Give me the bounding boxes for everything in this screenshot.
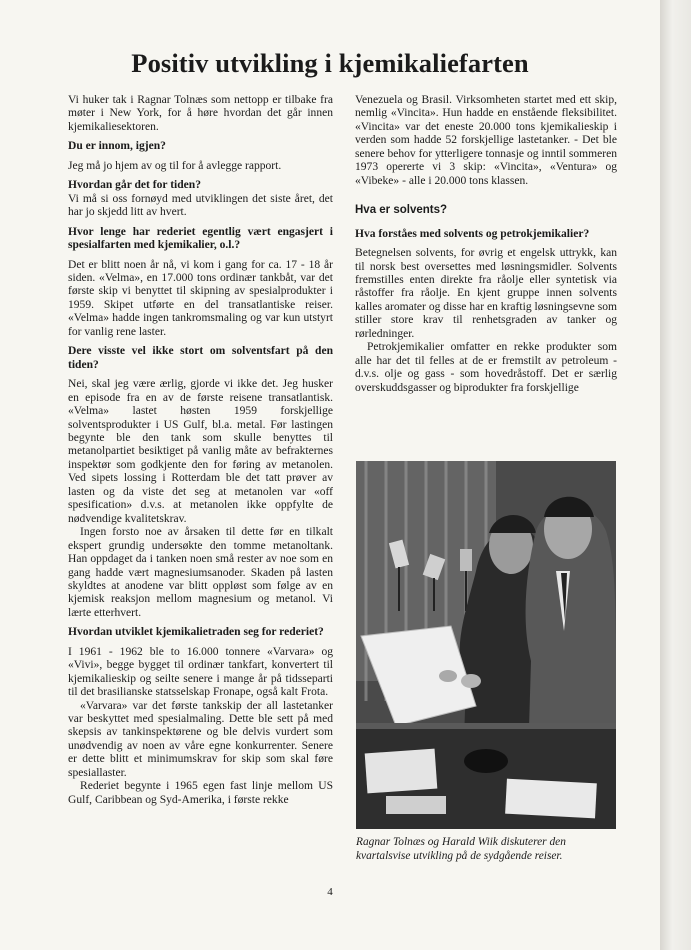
question-1: Du er innom, igjen? [68, 140, 166, 153]
question-4: Dere visste vel ikke stort om solventsfart på den tiden? [68, 345, 333, 371]
answer-5-continued: «Varvara» var det første tankskip der all lastetanker var beskyttet med spesialmaling. Dette ble sett på med skepsis av tankinspektørene og ble delvis vurdert som unødvendig av noen av våre egne konkurrenter. Senere er dette blitt et minimumskrav for skip som skal føre spesiallaster. [68, 699, 333, 779]
answer-5-continued-2: Rederiet begynte i 1965 egen fast linje mellom US Gulf, Caribbean og Syd-Amerika, i første rekke [68, 780, 333, 806]
question-3: Hvor lenge har rederiet egentlig vært engasjert i spesialfarten med kjemikalier, o.l.? [68, 225, 333, 252]
continuation-paragraph: Venezuela og Brasil. Virksomheten startet med ett skip, nemlig «Vincita». Hun hadde en enstående fleksibilitet. «Vincita» var det eneste 20.000 tons kjemikalieskip i verden som hadde 52 forskjellige lastetanker. - Det ble senere behov for ytterligere tonnasje og inntil sommeren 1973 opererte vi 3 skip: «Vincita», «Ventura» og «Vibeke» - alle i 20.000 tons klassen. [355, 94, 617, 187]
left-column [68, 94, 333, 807]
scan-edge [660, 0, 691, 950]
answer-6-continued: Petrokjemikalier omfatter en rekke produkter som alle har det til felles at de er fremstilt av petroleum - d.v.s. olje og gass - som hovedråstoff. Det er særlig overskuddsgasser og biprodukter fra forskjellige [355, 341, 617, 394]
photo-caption: Ragnar Tolnæs og Harald Wiik diskuterer den kvartalsvise utvikling på de sydgående reiser. [356, 836, 566, 862]
section-heading: Hva er solvents? [355, 204, 448, 217]
answer-1: Jeg må jo hjem av og til for å avlegge rapport. [68, 159, 282, 172]
answer-4: Nei, skal jeg være ærlig, gjorde vi ikke det. Jeg husker en episode fra en av de første reisene transatlantisk. «Velma» lastet høsten 1959 forskjellige solventsprodukter i US Gulf, bl.a. metal. Før lastingen begynte ble den tank som skulle benyttes til metanolpartiet besiktiget på vanlig måte av befrakternes inspektør som godkjente den for føring av metanolen. Ved sipets lossing i Rotterdam ble det tatt prøver av lasten og da viste det seg at metanolen var «off spesification» d.v.s. at metanolen ikke oppfylte de nødvendige kvalitetskrav. [68, 378, 333, 525]
question-6: Hva forståes med solvents og petrokjemikalier? [355, 227, 590, 240]
answer-4-continued: Ingen forsto noe av årsaken til dette før en tilkalt ekspert grundig undersøkte den tomme metanoltank. Han oppdaget da i tanken noen små rester av noe som en gang hadde vært magnesiumsanoder. Skaden på lasten skyldtes at anodene var blitt oppløst som følge av en kjemisk reaksjon mellom magnesium og metanol. Vi lærte etterhvert. [68, 526, 333, 619]
page-number: 4 [327, 886, 333, 898]
photo [356, 461, 616, 829]
right-column [355, 94, 617, 395]
answer-2: Vi må si oss fornøyd med utviklingen det siste året, det har jo skjedd litt av hvert. [68, 192, 333, 219]
answer-6: Betegnelsen solvents, for øvrig et engelsk uttrykk, kan til norsk best oversettes med løsningsmidler. Solvents fremstilles enten direkte fra råolje eller syntetisk via råstoffer fra råolje. En kjent gruppe innen solvents kalles aromater og disse har en kraftig løsningsevne som stiller store krav til renhetsgraden av tanker og rørledninger. [355, 247, 617, 340]
answer-3: Det er blitt noen år nå, vi kom i gang for ca. 17 - 18 år siden. «Velma», en 17.000 tons ordinær tankbåt, var det første skip vi benyttet til skipning av spesialprodukter i 1959. Skipet utførte en del transatlantiske reiser. «Velma» hadde ingen tankromsmaling og var kun utstyrt for vanlig rene laster. [68, 258, 333, 338]
answer-5: I 1961 - 1962 ble to 16.000 tonnere «Varvara» og «Vivi», begge bygget til ordinær tankfart, konvertert til kjemikalieskip og seilte senere i mange år på tidsseparti til det brasilianske statsselskap Fronape, også kalt Frota. [68, 645, 333, 699]
photo-illustration [356, 461, 616, 829]
intro-paragraph: Vi huker tak i Ragnar Tolnæs som nettopp er tilbake fra møter i New York, for å høre hvordan det går innen kjemikaliesektoren. [68, 94, 333, 133]
question-5: Hvordan utviklet kjemikalietraden seg for rederiet? [68, 626, 324, 639]
article-title: Positiv utvikling i kjemikaliefarten [131, 48, 529, 78]
question-2: Hvordan går det for tiden? [68, 179, 202, 192]
